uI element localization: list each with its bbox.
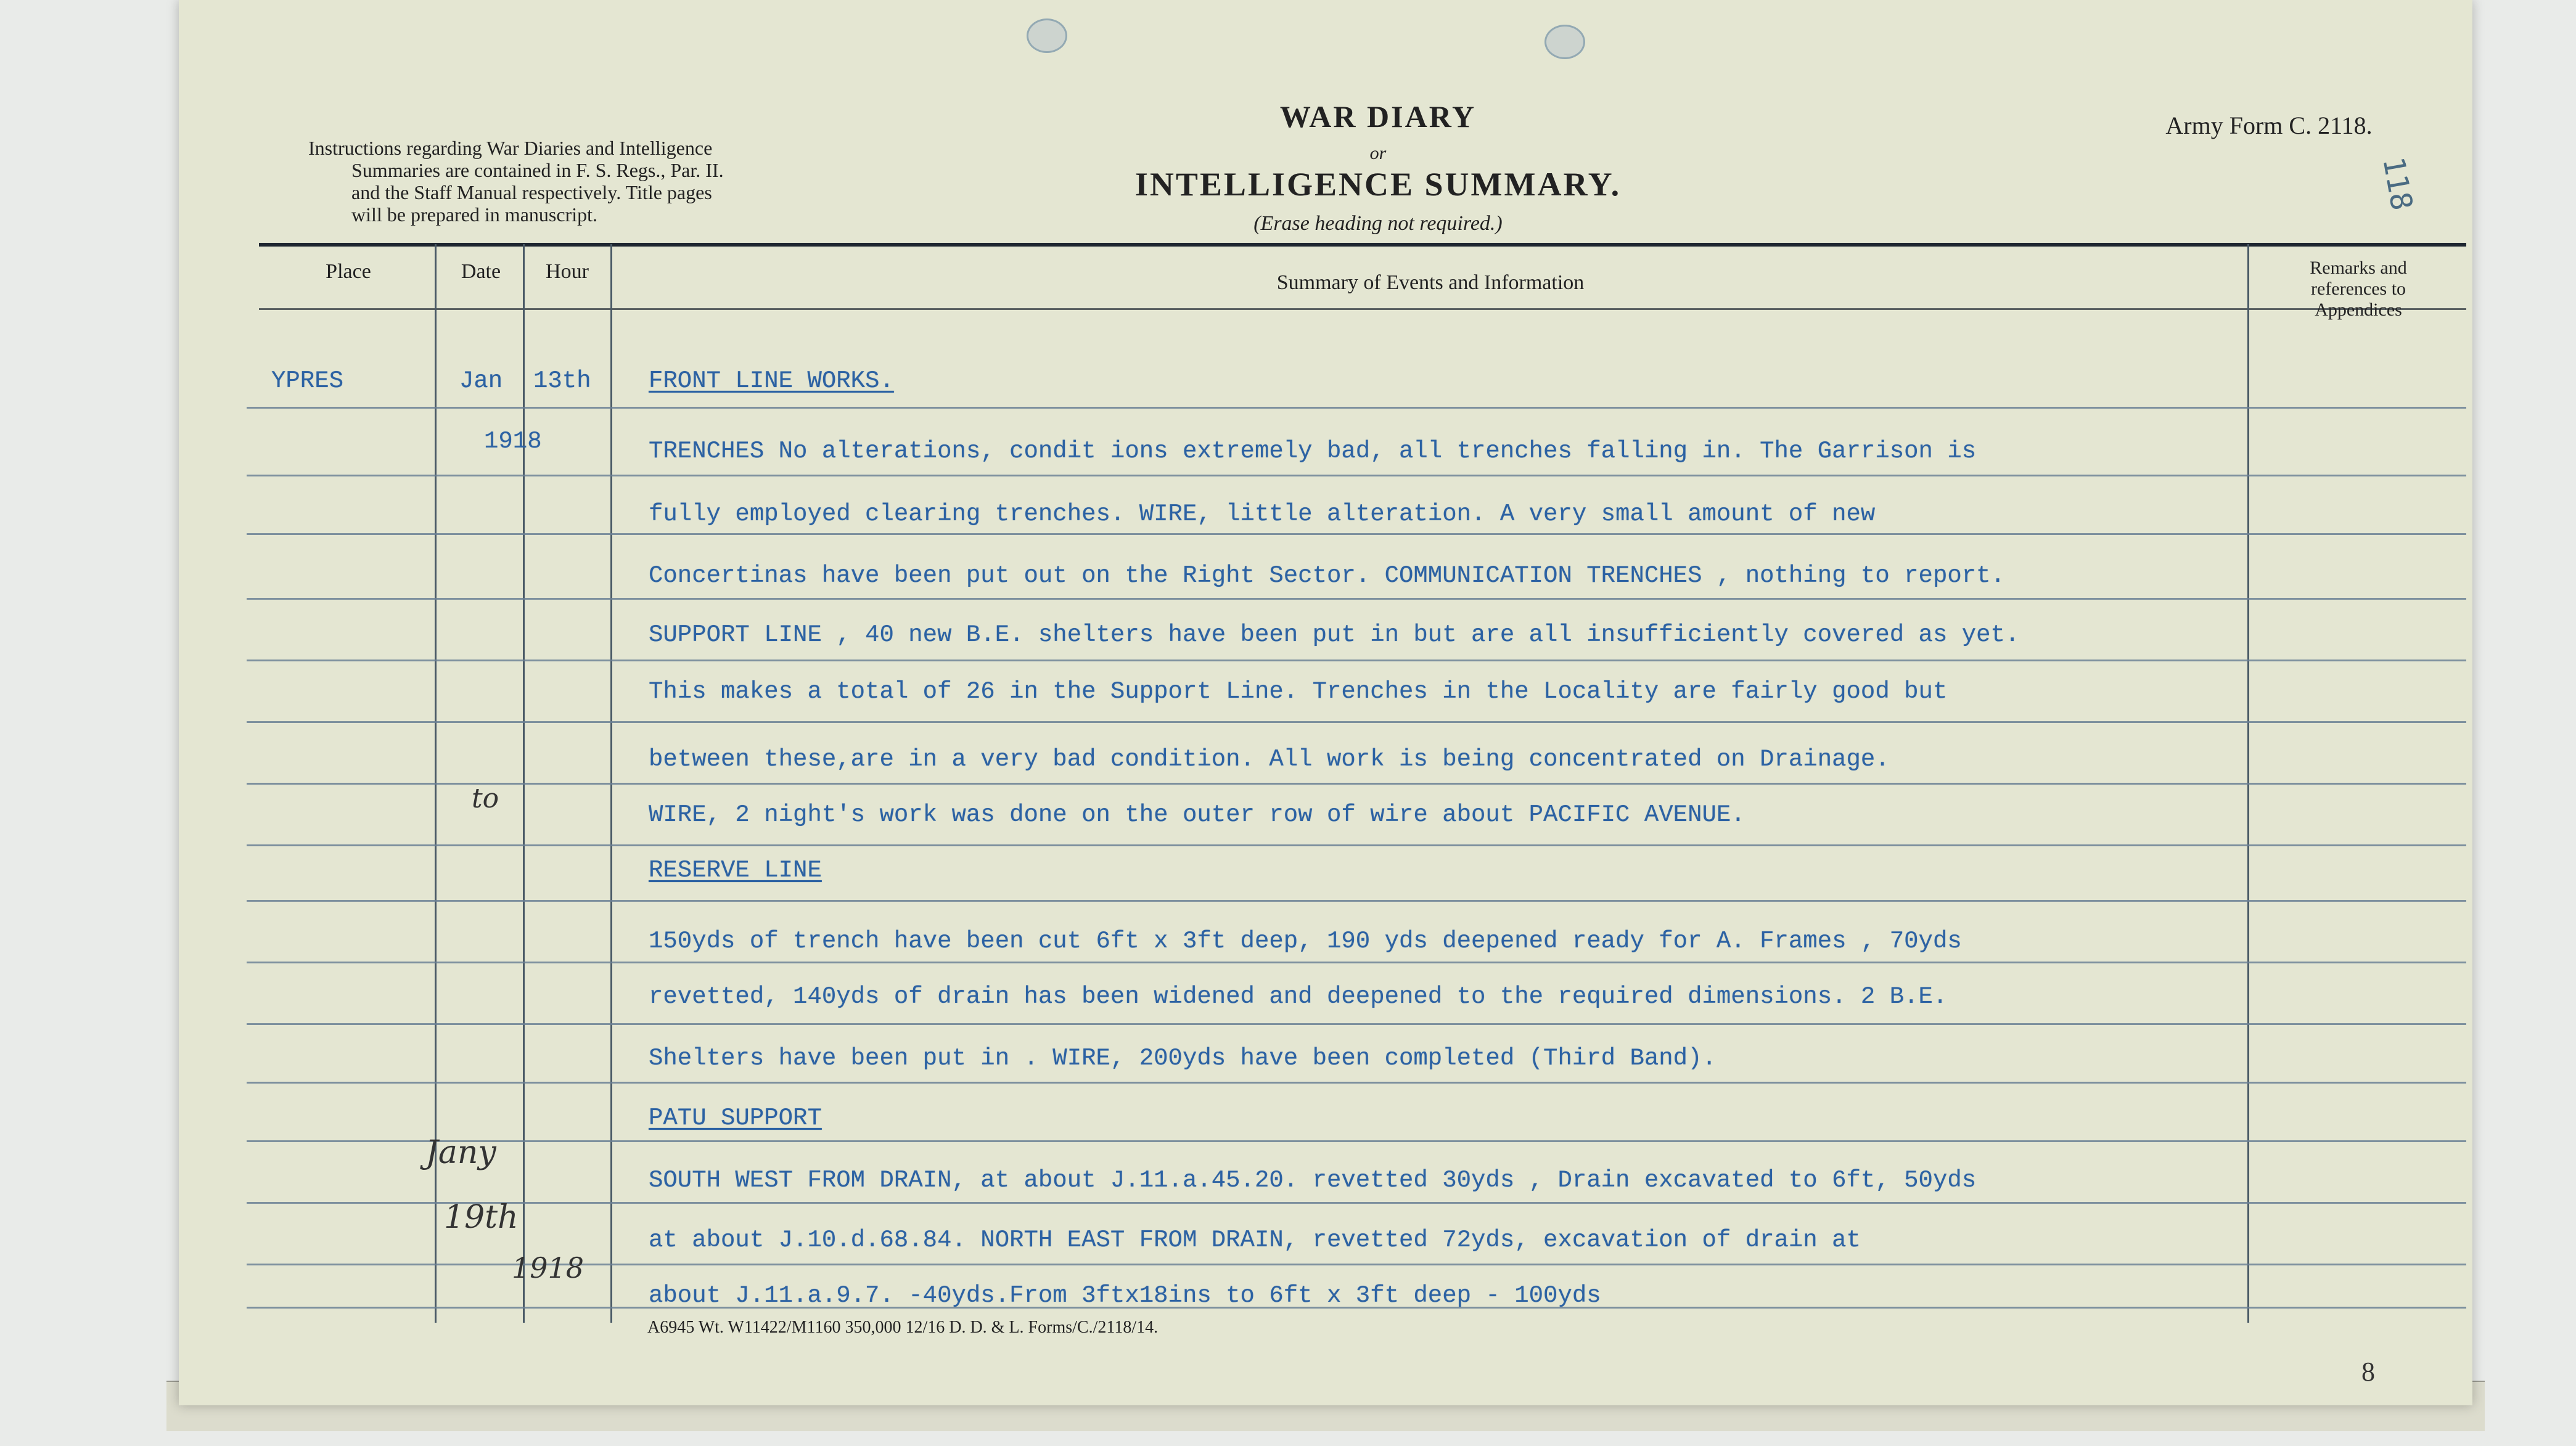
summary-line: about J.11.a.9.7. -40yds.From 3ftx18ins to 6ft x 3ft deep - 100yds — [649, 1282, 1601, 1309]
handwritten-end-month: Jany — [425, 1134, 496, 1171]
summary-line: 150yds of trench have been cut 6ft x 3ft deep, 190 yds deepened ready for A. Frames , 70yds — [649, 928, 1962, 955]
summary-line: This makes a total of 26 in the Support Line. Trenches in the Locality are fairly good but — [649, 678, 1948, 705]
summary-line: at about J.10.d.68.84. NORTH EAST FROM DRAIN, revetted 72yds, excavation of drain at — [649, 1227, 1861, 1254]
entry-place: YPRES — [271, 367, 344, 394]
handwritten-to: to — [472, 783, 499, 814]
summary-line: WIRE, 2 night's work was done on the outer row of wire about PACIFIC AVENUE. — [649, 801, 1745, 828]
header-rule — [259, 243, 2466, 247]
ruled-line — [247, 721, 2466, 723]
summary-line: Shelters have been put in . WIRE, 200yds have been completed (Third Band). — [649, 1045, 1717, 1072]
handwritten-page-number: 118 — [2376, 154, 2419, 213]
summary-line: SUPPORT LINE , 40 new B.E. shelters have been put in but are all insufficiently covered as yet. — [649, 621, 2020, 648]
summary-line: revetted, 140yds of drain has been widened and deepened to the required dimensions. 2 B.E. — [649, 983, 1948, 1010]
ruled-line — [247, 1140, 2466, 1142]
summary-line: Concertinas have been put out on the Right Sector. COMMUNICATION TRENCHES , nothing to report. — [649, 562, 2005, 589]
col-header-hour: Hour — [546, 260, 589, 283]
handwritten-end-day: 19th — [444, 1199, 519, 1236]
title-war-diary: WAR DIARY — [1279, 99, 1477, 134]
col-header-remarks: Remarks and references to Appendices — [2310, 258, 2407, 320]
ruled-line — [247, 407, 2466, 409]
ruled-line — [247, 962, 2466, 963]
ruled-line — [247, 475, 2466, 476]
printer-imprint: A6945 Wt. W11422/M1160 350,000 12/16 D. D. & L. Forms/C./2118/14. — [647, 1318, 1159, 1337]
ruled-line — [247, 1023, 2466, 1025]
handwritten-end-year: 1918 — [512, 1251, 585, 1285]
ruled-line — [247, 844, 2466, 846]
page-mark: 8 — [2361, 1357, 2375, 1387]
heading-front-line-works: FRONT LINE WORKS. — [649, 367, 894, 394]
instructions-note: Instructions regarding War Diaries and Intelligence Summaries are contained in F. S. Regs., Par. II. and the Staff Manual respectively. Title pages will be prepared in manuscript. — [308, 137, 724, 226]
punch-hole — [1027, 18, 1067, 53]
col-header-summary: Summary of Events and Information — [1276, 271, 1585, 294]
summary-line: TRENCHES No alterations, condit ions extremely bad, all trenches falling in. The Garrison is — [649, 438, 1977, 465]
heading-patu-support: PATU SUPPORT — [649, 1105, 822, 1132]
header-bottom-rule — [259, 308, 2466, 310]
summary-line: fully employed clearing trenches. WIRE, little alteration. A very small amount of new — [649, 500, 1876, 528]
ruled-line — [247, 598, 2466, 600]
heading-reserve-line: RESERVE LINE — [649, 857, 822, 884]
col-header-date: Date — [461, 260, 501, 283]
ruled-line — [247, 660, 2466, 661]
ruled-line — [247, 900, 2466, 902]
army-form-number: Army Form C. 2118. — [2165, 112, 2373, 139]
summary-line: between these,are in a very bad condition. All work is being concentrated on Drainage. — [649, 746, 1890, 773]
ruled-line — [247, 1082, 2466, 1084]
entry-date-month: Jan — [459, 367, 503, 394]
erase-heading-note: (Erase heading not required.) — [1253, 212, 1503, 235]
ruled-line — [247, 533, 2466, 535]
title-or: or — [1369, 143, 1387, 163]
col-header-place: Place — [326, 260, 371, 283]
summary-line: SOUTH WEST FROM DRAIN, at about J.11.a.45.20. revetted 30yds , Drain excavated to 6ft, 50yds — [649, 1167, 1977, 1194]
punch-hole — [1544, 25, 1585, 59]
entry-date-year: 1918 — [484, 428, 542, 455]
title-intelligence-summary: INTELLIGENCE SUMMARY. — [1134, 166, 1622, 203]
ruled-line — [247, 1202, 2466, 1204]
entry-date-day: 13th — [533, 367, 591, 394]
ruled-line — [247, 783, 2466, 785]
